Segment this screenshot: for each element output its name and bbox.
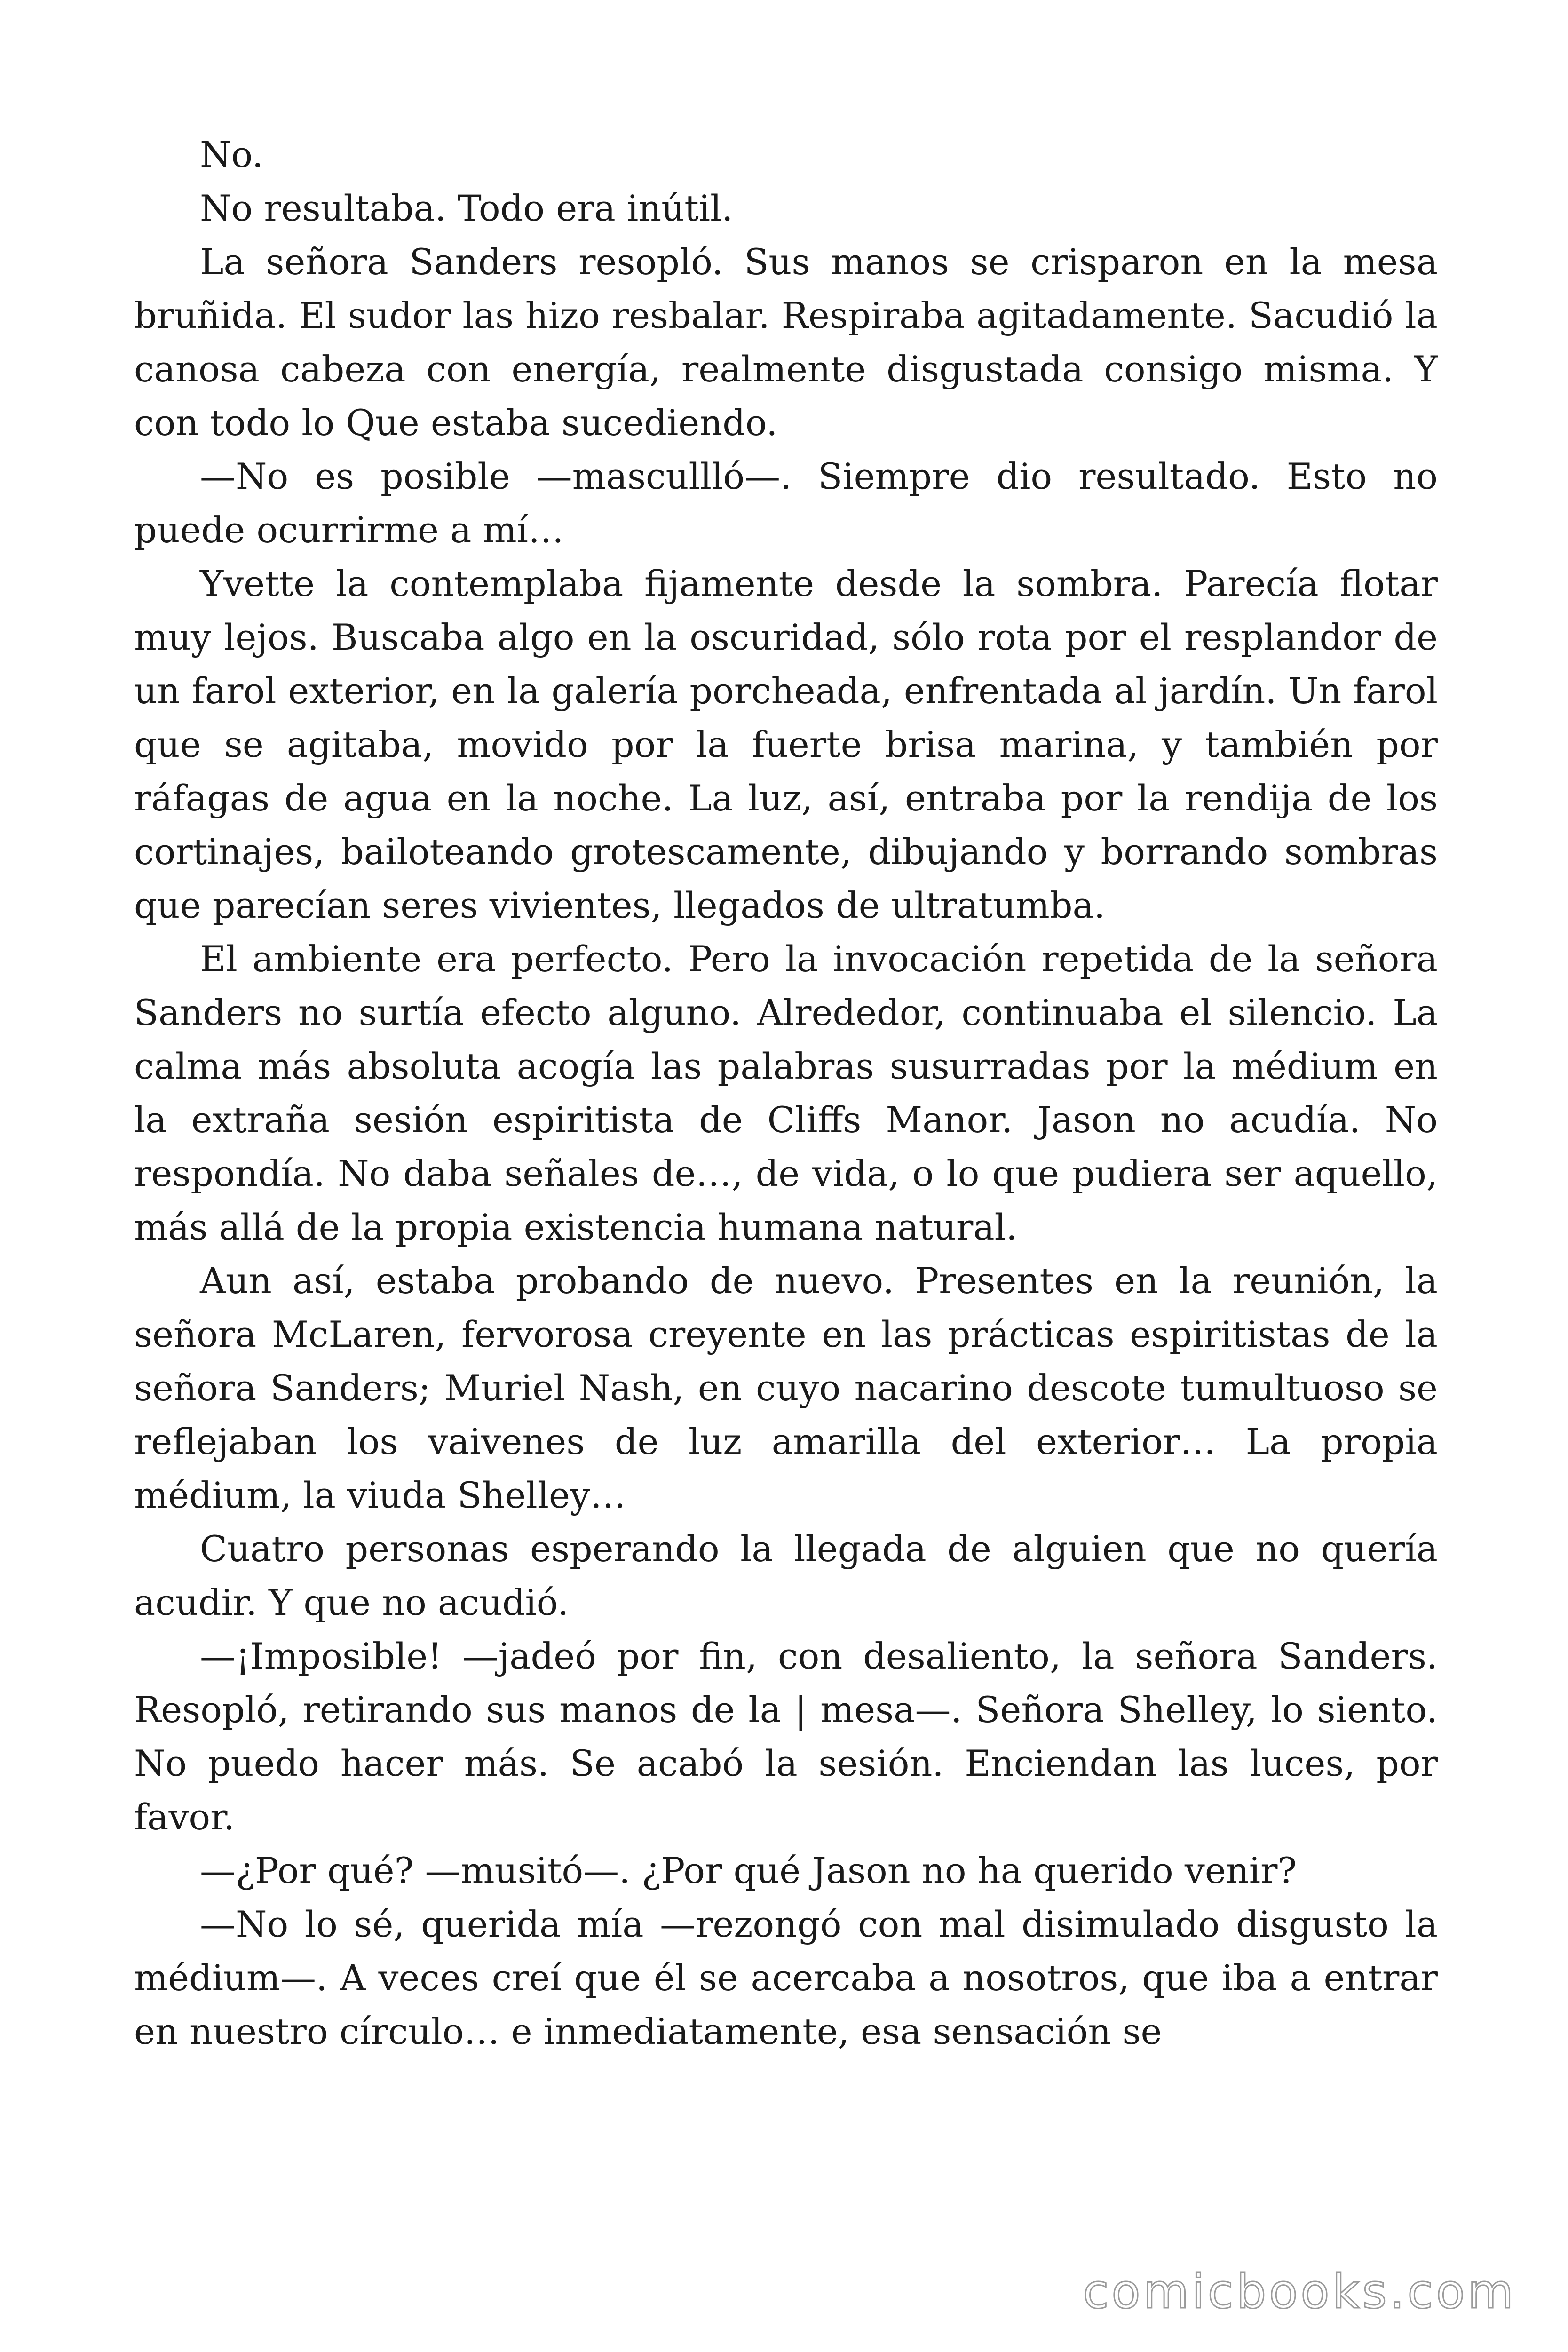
paragraph: —¿Por qué? —musitó—. ¿Por qué Jason no ha querido venir? <box>200 1850 1297 1891</box>
paragraph: Cuatro personas esperando la llegada de alguien que no quería acudir. Y que no acudió. <box>134 1528 1438 1623</box>
body-text <box>134 128 1438 2058</box>
paragraph: La señora Sanders resopló. Sus manos se crisparon en la mesa bruñida. El sudor las hizo resbalar. Respiraba agitadamente. Sacudió la canosa cabeza con energía, realmente disgustada consigo misma. Y con todo lo Que estaba sucediendo. <box>134 241 1438 444</box>
paragraph: No resultaba. Todo era inútil. <box>200 187 733 229</box>
paragraph: Aun así, estaba probando de nuevo. Presentes en la reunión, la señora McLaren, fervorosa creyente en las prácticas espiritistas de la señora Sanders; Muriel Nash, en cuyo nacarino descote tumultuoso se reflejaban los vaivenes de luz amarilla del exterior… La propia médium, la viuda Shelley… <box>134 1260 1438 1516</box>
paragraph: No. <box>200 134 264 175</box>
paragraph: —¡Imposible! —jadeó por fin, con desaliento, la señora Sanders. Resopló, retirando sus manos de la | mesa—. Señora Shelley, lo siento. No puedo hacer más. Se acabó la sesión. Enciendan las luces, por favor. <box>134 1635 1438 1838</box>
paragraph: —No es posible —mascullló—. Siempre dio resultado. Esto no puede ocurrirme a mí… <box>134 455 1438 551</box>
paragraph: —No lo sé, querida mía —rezongó con mal disimulado disgusto la médium—. A veces creí que él se acercaba a nosotros, que iba a entrar en nuestro círculo… e inmediatamente, esa sensación se <box>134 1903 1438 2052</box>
watermark: comicbooks.com <box>1083 2264 1516 2319</box>
paragraph: Yvette la contemplaba fijamente desde la sombra. Parecía flotar muy lejos. Buscaba algo en la oscuridad, sólo rota por el resplandor de un farol exterior, en la galería porcheada, enfrentada al jardín. Un farol que se agitaba, movido por la fuerte brisa marina, y también por ráfagas de agua en la noche. La luz, así, entraba por la rendija de los cortinajes, bailoteando grotescamente, dibujando y borrando sombras que parecían seres vivientes, llegados de ultratumba. <box>134 563 1438 926</box>
paragraph: El ambiente era perfecto. Pero la invocación repetida de la señora Sanders no surtía efecto alguno. Alrededor, continuaba el silencio. La calma más absoluta acogía las palabras susurradas por la médium en la extraña sesión espiritista de Cliffs Manor. Jason no acudía. No respondía. No daba señales de…, de vida, o lo que pudiera ser aquello, más allá de la propia existencia humana natural. <box>134 938 1438 1248</box>
